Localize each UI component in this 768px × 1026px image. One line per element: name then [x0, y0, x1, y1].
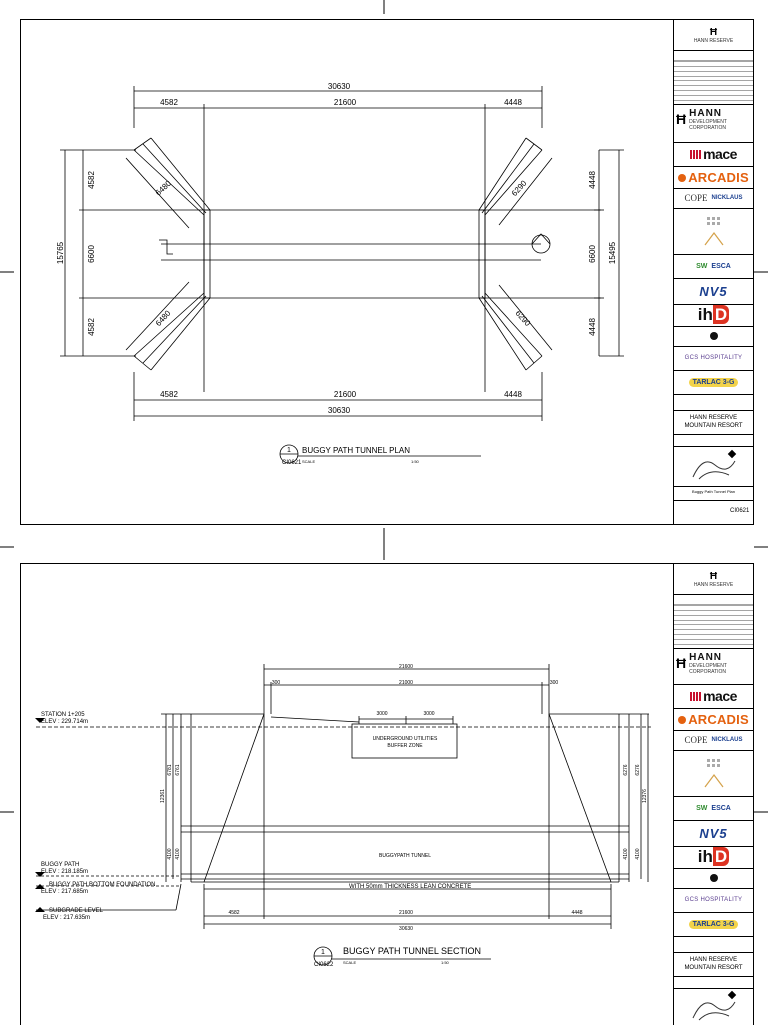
title-block-section — [673, 564, 753, 1025]
drawing-sheet-section — [20, 563, 754, 1025]
plan-scale-label: SCALE — [302, 459, 316, 464]
sec-dim-buffer-b: 3000 — [423, 711, 435, 717]
cope-logo-2: COPE — [684, 735, 708, 745]
cope-logo: COPE — [684, 193, 708, 203]
lean-concrete-note: WITH 50mm THICKNESS LEAN CONCRETE — [349, 884, 472, 890]
sec-dim-top-overall: 21600 — [399, 664, 413, 670]
resort-sketch-icon — [689, 449, 739, 483]
section-callout-sheet: CI0622 — [314, 962, 334, 968]
dim-right-bottom: 4448 — [588, 318, 597, 336]
client-name-2: HANN RESERVE — [693, 581, 734, 588]
tunnel-plan-drawing — [21, 20, 673, 524]
dim-top-overall: 30630 — [327, 82, 351, 91]
foundation-elev: ELEV : 217.685m — [41, 889, 89, 895]
arcadis-logo-2: ARCADIS — [678, 712, 749, 727]
foundation-label: BUGGY PATH BOTTOM FOUNDATION — [49, 882, 156, 888]
plan-callout-number: 1 — [287, 447, 291, 454]
sec-dim-bottom-overall: 30630 — [399, 926, 413, 932]
sw-logo: SW — [696, 262, 708, 270]
sec-dim-right-small: 300 — [549, 680, 559, 686]
gcs-logo-2: GCS HOSPITALITY — [684, 897, 743, 903]
tarlac-logo: TARLAC 3-G — [689, 378, 739, 387]
utilities-line2: BUFFER ZONE — [387, 743, 423, 749]
title-block-plan — [673, 20, 753, 524]
hann-reserve-logo-icon: Ħ — [709, 26, 718, 38]
dim-left-mid: 6600 — [87, 245, 96, 263]
dim-bottom-right: 4448 — [504, 390, 522, 399]
dim-diag-top-right: 6290 — [509, 178, 529, 198]
section-scale-value: 1:50 — [441, 960, 449, 965]
subgrade-elev: ELEV : 217.635m — [43, 915, 91, 921]
station-elev: ELEV : 229.714m — [41, 719, 89, 725]
mace-logo-2: mace — [690, 688, 737, 704]
dim-diag-top-left: 6480 — [153, 178, 173, 198]
dim-diag-bottom-right: 6290 — [513, 308, 533, 328]
project-name-line2: MOUNTAIN RESORT — [684, 423, 743, 429]
client-name: HANN RESERVE — [693, 37, 734, 44]
dim-left-top: 4582 — [87, 171, 96, 189]
sec-dim-vert-left-a: 6781 — [167, 764, 173, 776]
hann-logo-icon: Ħ — [676, 111, 687, 127]
tarlac-logo-2: TARLAC 3-G — [689, 920, 739, 929]
circle-logo-icon — [710, 332, 718, 340]
sec-dim-bottom-left: 4582 — [228, 910, 240, 916]
dim-bottom-overall: 30630 — [327, 406, 351, 415]
hann-name-2: HANN — [689, 651, 723, 663]
hann-logo-icon-2: Ħ — [676, 655, 687, 671]
hann-sub-2: DEVELOPMENT CORPORATION — [689, 662, 727, 675]
tunnel-section-drawing — [21, 564, 673, 1025]
buggy-path-label: BUGGY PATH — [41, 862, 80, 868]
circle-logo-icon-2 — [710, 874, 718, 882]
sheet-name-small: Buggy Path Tunnel Plan — [692, 489, 735, 494]
utilities-line1: UNDERGROUND UTILITIES — [372, 736, 438, 742]
plan-callout-sheet: CI0621 — [282, 460, 302, 466]
sec-dim-vert-right-c: 4100 — [623, 848, 629, 860]
section-callout-number: 1 — [321, 949, 325, 956]
habitat-logo-icon — [699, 215, 729, 249]
section-title: BUGGY PATH TUNNEL SECTION — [343, 946, 482, 956]
esca-logo: ESCA — [711, 262, 731, 270]
dim-right-mid: 6600 — [588, 245, 597, 263]
project-name-line2-2: MOUNTAIN RESORT — [684, 965, 743, 971]
sec-dim-buffer-a: 3000 — [376, 711, 388, 717]
sec-dim-top-inner: 21000 — [399, 680, 413, 686]
hann-sub: DEVELOPMENT CORPORATION — [689, 118, 727, 131]
sheet-number: CI0621 — [730, 508, 750, 514]
nv5-logo: NV5 — [699, 283, 728, 299]
dim-bottom-mid: 21600 — [333, 390, 357, 399]
sec-dim-vert-left-c: 4100 — [167, 848, 173, 860]
sec-dim-vert-left-b: 6761 — [175, 764, 181, 776]
habitat-logo-icon-2 — [699, 757, 729, 791]
dim-bottom-left: 4582 — [160, 390, 178, 399]
hann-name: HANN — [689, 107, 723, 119]
plan-title: BUGGY PATH TUNNEL PLAN — [302, 446, 411, 455]
sec-dim-vert-right-d: 4100 — [635, 848, 641, 860]
section-scale-label: SCALE — [343, 960, 357, 965]
dim-top-left: 4582 — [160, 98, 178, 107]
arcadis-logo: ARCADIS — [678, 170, 749, 185]
drawing-sheet-plan — [20, 19, 754, 525]
resort-sketch-icon-2 — [689, 990, 739, 1024]
tunnel-label: BUGGYPATH TUNNEL — [379, 853, 431, 859]
sw-logo-2: SW — [696, 804, 708, 812]
nicklaus-logo-2: NICKLAUS — [711, 737, 743, 743]
project-name-line1-2: HANN RESERVE — [689, 957, 738, 963]
dim-top-right: 4448 — [504, 98, 522, 107]
dim-diag-bottom-left: 6480 — [153, 308, 173, 328]
ihd-logo: ih D — [697, 305, 728, 324]
nicklaus-logo: NICKLAUS — [711, 195, 743, 201]
sec-dim-bottom-mid: 21600 — [399, 910, 413, 916]
dim-right-overall: 15495 — [608, 241, 617, 265]
station-label: STATION 1+205 — [41, 712, 85, 718]
dim-left-bottom: 4582 — [87, 318, 96, 336]
sec-dim-vert-right-outer: 12376 — [642, 789, 648, 803]
dim-left-overall: 15765 — [56, 241, 65, 265]
ihd-logo-2: ih D — [697, 847, 728, 866]
sec-dim-bottom-right: 4448 — [571, 910, 583, 916]
hann-reserve-logo-icon-2: Ħ — [709, 570, 718, 582]
nv5-logo-2: NV5 — [699, 825, 728, 841]
dim-top-mid: 21600 — [333, 98, 357, 107]
sec-dim-vert-left-d: 4100 — [175, 848, 181, 860]
esca-logo-2: ESCA — [711, 804, 731, 812]
gcs-logo: GCS HOSPITALITY — [684, 355, 743, 361]
buggy-path-elev: ELEV : 218.185m — [41, 869, 89, 875]
sec-dim-vert-right-a: 6276 — [623, 764, 629, 776]
project-name-line1: HANN RESERVE — [689, 415, 738, 421]
sec-dim-left-small: 300 — [271, 680, 281, 686]
dim-right-top: 4448 — [588, 171, 597, 189]
plan-scale-value: 1:50 — [411, 459, 419, 464]
subgrade-label: SUBGRADE LEVEL — [49, 908, 104, 914]
sec-dim-vert-right-b: 6276 — [635, 764, 641, 776]
sec-dim-vert-left-outer: 12361 — [160, 789, 166, 803]
mace-logo: mace — [690, 146, 737, 162]
